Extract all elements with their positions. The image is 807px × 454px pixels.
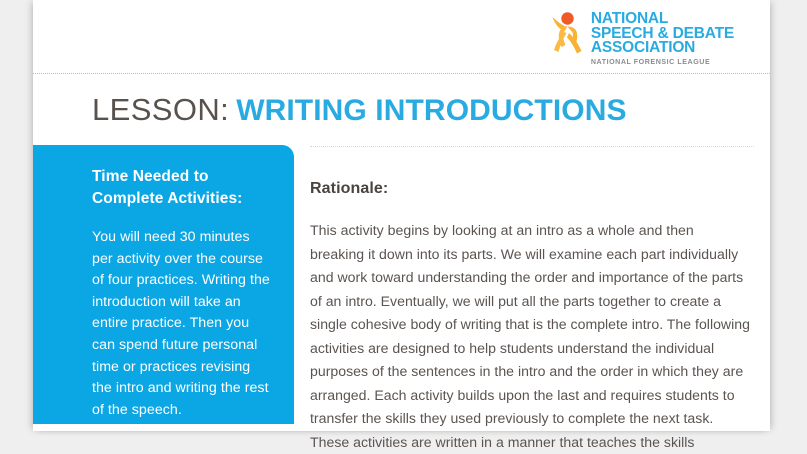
nsda-logo bbox=[550, 11, 734, 68]
logo-tagline: NATIONAL FORENSIC LEAGUE bbox=[590, 57, 711, 66]
page-title-subject: WRITING INTRODUCTIONS bbox=[236, 94, 627, 127]
logo-line-1: NATIONAL bbox=[590, 10, 669, 27]
section-body: This activity begins by looking at an intro as a whole and then breaking it down into its parts. We will examine each part individually and work toward understanding the order and importance of the parts of an intro. Eventually, we will put all the parts together to create a single cohesive body of writing that is the complete intro. The following activities are designed to help students understand the individual purposes of the sentences in the intro and the order in which they are arranged. Each activity builds upon the last and requires students to transfer the skills they used previously to complete the next task. These activities are written in a manner that teaches the skills bbox=[310, 222, 750, 450]
document-page bbox=[33, 0, 770, 450]
callout-body: You will need 30 minutes per activity over the course of four practices. Writing the introduction will take an entire practice. Then you can spend future personal time or practices revising the intro and writing the rest of the speech. bbox=[92, 229, 270, 418]
nsda-figure-logo-icon bbox=[550, 11, 586, 59]
section-heading: Rationale: bbox=[310, 180, 389, 198]
header-divider bbox=[33, 73, 770, 75]
logo-line-3: ASSOCIATION bbox=[590, 39, 696, 56]
content-area bbox=[33, 145, 770, 450]
page-title bbox=[92, 92, 627, 134]
logo-line-2: SPEECH & DEBATE bbox=[590, 24, 734, 42]
section-divider bbox=[310, 146, 754, 148]
page-title-label: LESSON: bbox=[92, 92, 230, 127]
nsda-logo-wordmark bbox=[591, 11, 734, 68]
page-header bbox=[33, 0, 770, 73]
callout-heading: Time Needed to Complete Activities: bbox=[92, 168, 243, 207]
time-needed-callout bbox=[33, 145, 294, 424]
